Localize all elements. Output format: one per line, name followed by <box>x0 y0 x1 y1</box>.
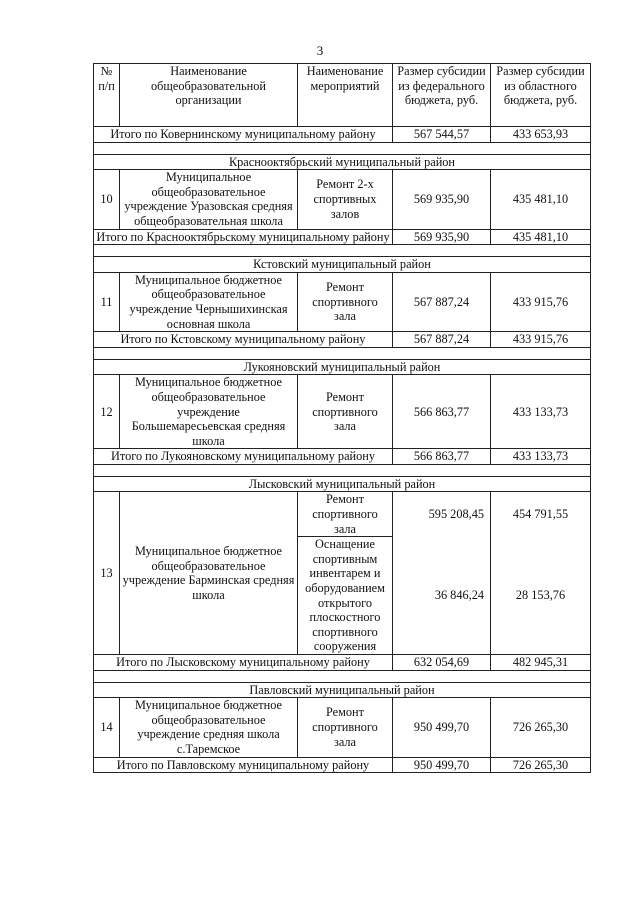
federal-subsidy: 36 846,24 <box>393 537 491 655</box>
total-regional: 435 481,10 <box>491 229 591 245</box>
total-row <box>94 655 591 671</box>
total-regional: 726 265,30 <box>491 757 591 773</box>
total-federal: 566 863,77 <box>393 449 491 465</box>
row-number: 14 <box>94 698 120 757</box>
total-regional: 433 653,93 <box>491 127 591 143</box>
total-label: Итого по Лукояновскому муниципальному району <box>94 449 393 465</box>
district-name: Павловский муниципальный район <box>94 682 591 698</box>
table-row <box>94 170 591 229</box>
spacer-cell <box>94 142 591 154</box>
total-federal: 567 544,57 <box>393 127 491 143</box>
table-row <box>94 375 591 449</box>
row-number: 11 <box>94 272 120 331</box>
table-header-row <box>94 64 591 127</box>
spacer-cell <box>94 347 591 359</box>
row-number: 10 <box>94 170 120 229</box>
spacer-row <box>94 670 591 682</box>
row-number: 12 <box>94 375 120 449</box>
header-regional: Размер субсидии из областного бюджета, руб. <box>491 64 591 127</box>
spacer-row <box>94 347 591 359</box>
activity-name: Ремонт спортивного зала <box>298 492 393 537</box>
organization-name: Муниципальное бюджетное общеобразовательное учреждение Барминская средняя школа <box>120 492 298 655</box>
organization-name: Муниципальное бюджетное общеобразовательное учреждение средняя школа с.Таремское <box>120 698 298 757</box>
header-activity: Наименование мероприятий <box>298 64 393 127</box>
total-regional: 433 133,73 <box>491 449 591 465</box>
federal-subsidy: 569 935,90 <box>393 170 491 229</box>
total-regional: 433 915,76 <box>491 332 591 348</box>
table-row <box>94 698 591 757</box>
total-federal: 950 499,70 <box>393 757 491 773</box>
spacer-row <box>94 142 591 154</box>
district-heading-row <box>94 257 591 273</box>
regional-subsidy: 433 133,73 <box>491 375 591 449</box>
federal-subsidy: 567 887,24 <box>393 272 491 331</box>
activity-name: Ремонт 2-х спортивных залов <box>298 170 393 229</box>
table-row <box>94 272 591 331</box>
district-name: Краснооктябрьский муниципальный район <box>94 154 591 170</box>
total-regional: 482 945,31 <box>491 655 591 671</box>
regional-subsidy: 28 153,76 <box>491 537 591 655</box>
federal-subsidy: 595 208,45 <box>393 492 491 537</box>
federal-subsidy: 950 499,70 <box>393 698 491 757</box>
total-row <box>94 757 591 773</box>
organization-name: Муниципальное бюджетное общеобразовательное учреждение Большемаресьевская средняя школа <box>120 375 298 449</box>
regional-subsidy: 435 481,10 <box>491 170 591 229</box>
activity-name: Ремонт спортивного зала <box>298 375 393 449</box>
district-heading-row <box>94 359 591 375</box>
total-federal: 632 054,69 <box>393 655 491 671</box>
activity-name: Ремонт спортивного зала <box>298 698 393 757</box>
total-row <box>94 449 591 465</box>
total-row <box>94 332 591 348</box>
spacer-cell <box>94 464 591 476</box>
total-label: Итого по Краснооктябрьскому муниципальному району <box>94 229 393 245</box>
spacer-row <box>94 245 591 257</box>
page-number: 3 <box>316 43 324 58</box>
total-label: Итого по Ковернинскому муниципальному району <box>94 127 393 143</box>
spacer-row <box>94 464 591 476</box>
total-label: Итого по Кстовскому муниципальному району <box>94 332 393 348</box>
district-heading-row <box>94 154 591 170</box>
subsidy-table <box>93 63 591 773</box>
total-label: Итого по Павловскому муниципальному району <box>94 757 393 773</box>
organization-name: Муниципальное бюджетное общеобразовательное учреждение Чернышихинская основная школа <box>120 272 298 331</box>
federal-subsidy: 566 863,77 <box>393 375 491 449</box>
district-name: Лысковский муниципальный район <box>94 476 591 492</box>
regional-subsidy: 433 915,76 <box>491 272 591 331</box>
row-number: 13 <box>94 492 120 655</box>
total-label: Итого по Лысковскому муниципальному району <box>94 655 393 671</box>
district-heading-row <box>94 476 591 492</box>
activity-name: Ремонт спортивного зала <box>298 272 393 331</box>
total-federal: 569 935,90 <box>393 229 491 245</box>
header-org: Наименование общеобразовательной организации <box>120 64 298 127</box>
table-row <box>94 492 591 537</box>
spacer-cell <box>94 670 591 682</box>
regional-subsidy: 454 791,55 <box>491 492 591 537</box>
spacer-cell <box>94 245 591 257</box>
district-name: Кстовский муниципальный район <box>94 257 591 273</box>
total-row <box>94 127 591 143</box>
organization-name: Муниципальное общеобразовательное учреждение Уразовская средняя общеобразовательная школа <box>120 170 298 229</box>
total-row <box>94 229 591 245</box>
activity-name: Оснащение спортивным инвентарем и оборудованием открытого плоскостного спортивного сооружения <box>298 537 393 655</box>
district-name: Лукояновский муниципальный район <box>94 359 591 375</box>
header-federal: Размер субсидии из федерального бюджета, руб. <box>393 64 491 127</box>
district-heading-row <box>94 682 591 698</box>
regional-subsidy: 726 265,30 <box>491 698 591 757</box>
total-federal: 567 887,24 <box>393 332 491 348</box>
header-no: № п/п <box>94 64 120 127</box>
